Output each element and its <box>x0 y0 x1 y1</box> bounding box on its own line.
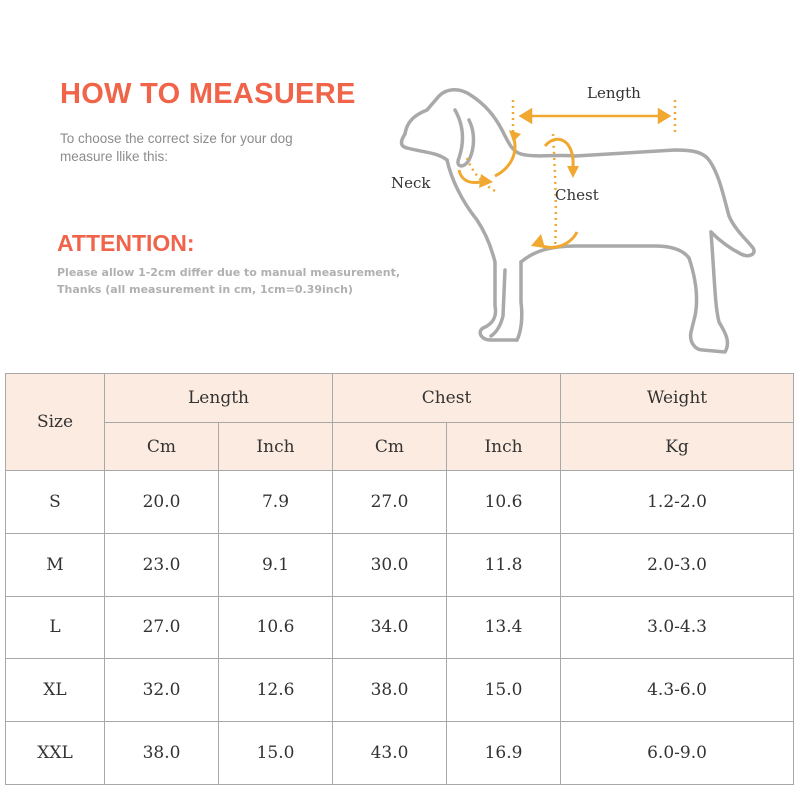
chest-inch-header: Inch <box>447 423 561 471</box>
table-row <box>6 596 794 659</box>
attention-note <box>57 264 417 298</box>
chest-cm-cell: 27.0 <box>333 471 447 534</box>
chest-label: Chest <box>555 186 599 204</box>
table-row <box>6 659 794 722</box>
length-inch-cell: 7.9 <box>219 471 333 534</box>
table-header-row <box>6 374 794 423</box>
chest-cm-cell: 34.0 <box>333 596 447 659</box>
page-title: HOW TO MEASUERE <box>60 78 356 110</box>
weight-kg-cell: 6.0-9.0 <box>561 722 794 785</box>
note-line-2: Thanks (all measurement in cm, 1cm=0.39inch) <box>57 283 353 296</box>
chest-cm-cell: 38.0 <box>333 659 447 722</box>
size-cell: XXL <box>6 722 105 785</box>
length-inch-cell: 12.6 <box>219 659 333 722</box>
weight-kg-cell: 4.3-6.0 <box>561 659 794 722</box>
table-row <box>6 533 794 596</box>
chest-cm-header: Cm <box>333 423 447 471</box>
size-cell: M <box>6 533 105 596</box>
chest-inch-cell: 11.8 <box>447 533 561 596</box>
weight-header: Weight <box>561 374 794 423</box>
length-inch-header: Inch <box>219 423 333 471</box>
length-cm-cell: 23.0 <box>105 533 219 596</box>
chest-inch-cell: 13.4 <box>447 596 561 659</box>
table-row <box>6 722 794 785</box>
table-row <box>6 471 794 534</box>
chest-cm-cell: 43.0 <box>333 722 447 785</box>
chest-cm-cell: 30.0 <box>333 533 447 596</box>
attention-heading: ATTENTION: <box>57 230 195 256</box>
dog-measurement-diagram <box>385 70 765 365</box>
length-inch-cell: 9.1 <box>219 533 333 596</box>
chest-inch-cell: 15.0 <box>447 659 561 722</box>
weight-kg-cell: 3.0-4.3 <box>561 596 794 659</box>
size-cell: S <box>6 471 105 534</box>
length-cm-cell: 38.0 <box>105 722 219 785</box>
length-cm-header: Cm <box>105 423 219 471</box>
weight-kg-cell: 1.2-2.0 <box>561 471 794 534</box>
chest-header: Chest <box>333 374 561 423</box>
length-cm-cell: 32.0 <box>105 659 219 722</box>
weight-kg-cell: 2.0-3.0 <box>561 533 794 596</box>
dog-outline-illustration <box>385 70 765 365</box>
weight-kg-header: Kg <box>561 423 794 471</box>
length-cm-cell: 27.0 <box>105 596 219 659</box>
neck-label: Neck <box>391 174 431 192</box>
intro-text <box>60 130 360 166</box>
size-chart-table <box>5 373 794 785</box>
length-header: Length <box>105 374 333 423</box>
size-header: Size <box>6 374 105 471</box>
length-inch-cell: 10.6 <box>219 596 333 659</box>
intro-line-2: measure llike this: <box>60 149 169 164</box>
size-cell: XL <box>6 659 105 722</box>
size-cell: L <box>6 596 105 659</box>
length-cm-cell: 20.0 <box>105 471 219 534</box>
length-inch-cell: 15.0 <box>219 722 333 785</box>
chest-inch-cell: 16.9 <box>447 722 561 785</box>
length-label: Length <box>587 84 641 102</box>
chest-inch-cell: 10.6 <box>447 471 561 534</box>
table-unit-row <box>6 423 794 471</box>
intro-line-1: To choose the correct size for your dog <box>60 131 293 146</box>
note-line-1: Please allow 1-2cm differ due to manual measurement, <box>57 266 401 279</box>
